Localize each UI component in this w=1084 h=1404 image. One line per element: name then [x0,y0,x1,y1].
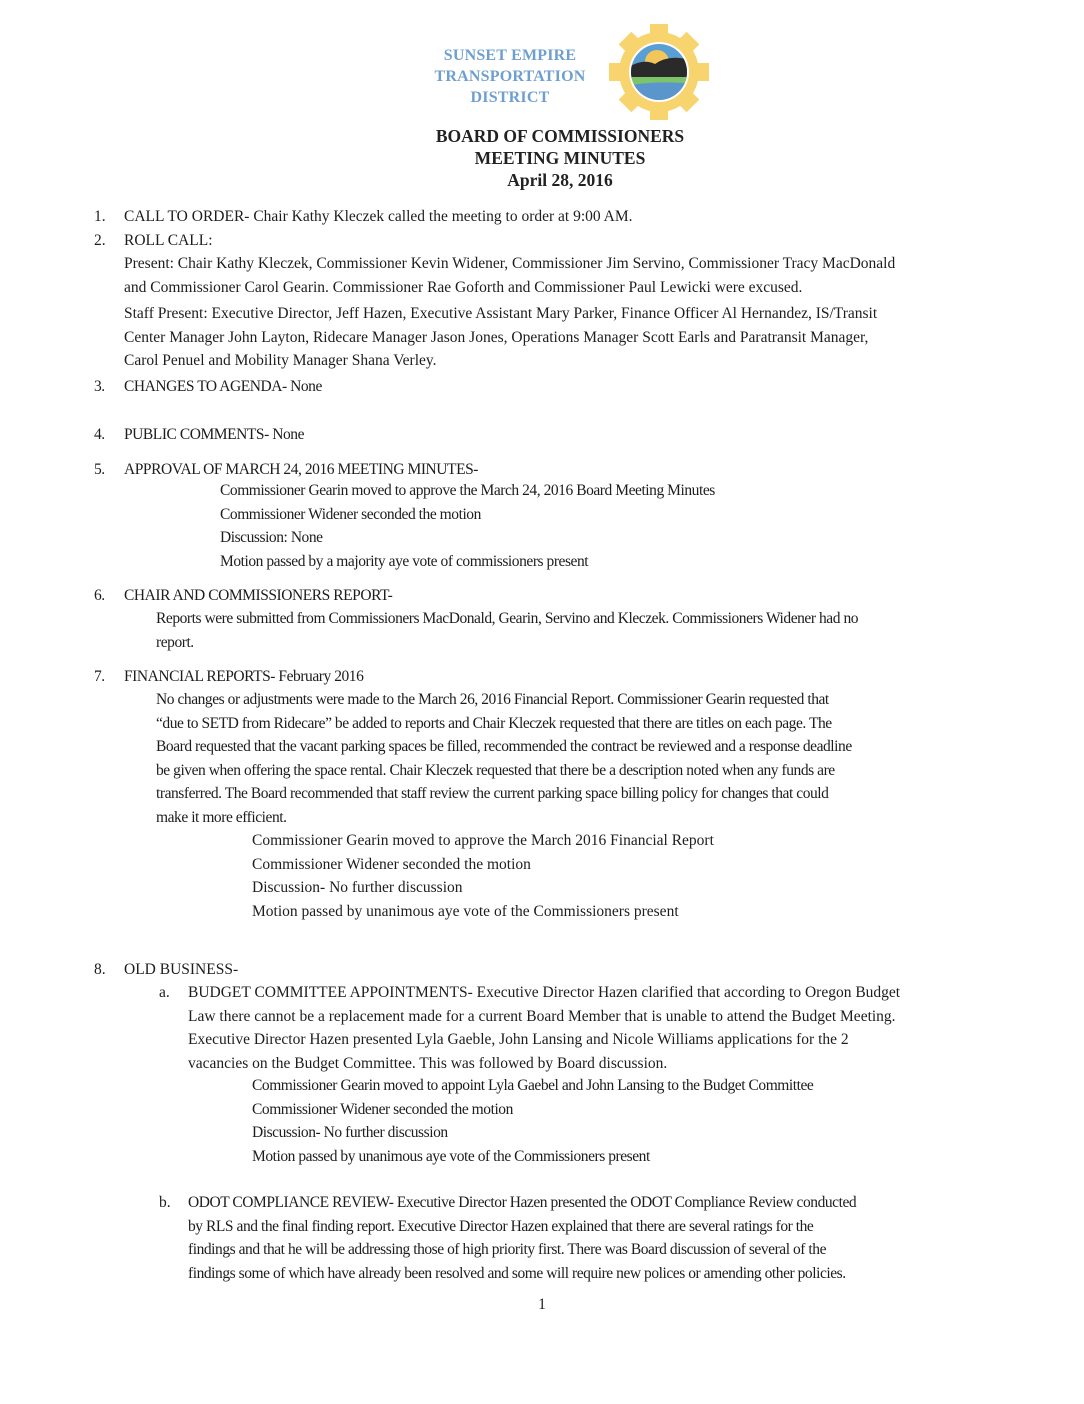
motion-line: Commissioner Gearin moved to approve the March 2016 Financial Report [252,832,714,849]
item-heading: APPROVAL OF MARCH 24, 2016 MEETING MINUTES- [124,461,478,478]
motion-line: Discussion- No further discussion [252,879,463,896]
text-line: BUDGET COMMITTEE APPOINTMENTS- Executive Director Hazen clarified that according to Oregon Budget [188,984,901,1001]
text-line: Staff Present: Executive Director, Jeff Hazen, Executive Assistant Mary Parker, Finance Officer Al Hernandez, IS/Transit [124,305,878,322]
text-line: Center Manager John Layton, Ridecare Manager Jason Jones, Operations Manager Scott Earls and Paratransit Manager, [124,328,869,346]
motion-line: Commissioner Gearin moved to approve the March 24, 2016 Board Meeting Minutes [220,482,715,499]
text-line: transferred. The Board recommended that staff review the current parking space billing policy for changes that could [156,785,829,802]
motion-line: Commissioner Gearin moved to appoint Lyla Gaebel and John Lansing to the Budget Committee [252,1077,814,1094]
motion-line: Motion passed by unanimous aye vote of the Commissioners present [252,1147,650,1165]
item-heading: ROLL CALL: [124,232,213,249]
meeting-date: April 28, 2016 [507,170,613,190]
financial-reports-body [156,688,852,829]
logo-line: TRANSPORTATION [434,68,586,85]
motion-line: Commissioner Widener seconded the motion [220,505,481,523]
item-number: 5. [94,461,105,478]
text-line: report. [156,633,194,651]
chair-report-body [156,607,858,654]
text-line: Reports were submitted from Commissioners MacDonald, Gearin, Servino and Kleczek. Commissioners Widener had no [156,610,859,627]
item-number: 4. [94,426,105,443]
item-number: 8. [94,961,106,978]
text-line: vacancies on the Budget Committee. This was followed by Board discussion. [188,1054,668,1072]
item-heading: OLD BUSINESS- [124,961,239,978]
motion-line: Motion passed by a majority aye vote of commissioners present [220,552,589,570]
roll-call-present [124,252,895,299]
text-line: be given when offering the space rental. Chair Kleczek requested that there be a description noted when any funds are [156,761,835,779]
text-line: Law there cannot be a replacement made for a current Board Member that is unable to attend the Budget Meeting. [188,1007,896,1025]
logo-line: SUNSET EMPIRE [443,47,577,64]
item-heading: FINANCIAL REPORTS- February 2016 [124,668,364,685]
motion-line: Motion passed by unanimous aye vote of the Commissioners present [252,902,679,920]
item-number: 1. [94,208,106,225]
odot-review-body [188,1191,856,1285]
item-number: 6. [94,587,105,604]
subitem-letter: b. [159,1194,171,1211]
text-line: and Commissioner Carol Gearin. Commissioner Rae Goforth and Commissioner Paul Lewicki were excused. [124,278,803,296]
motion-block [220,479,715,573]
text-line: Executive Director Hazen presented Lyla Gaeble, John Lansing and Nicole Williams applications for the 2 [188,1031,849,1048]
text-line: ODOT COMPLIANCE REVIEW- Executive Director Hazen presented the ODOT Compliance Review conducted [188,1194,857,1211]
motion-block [252,829,714,923]
logo-org-name [410,45,610,108]
gear-landscape-logo-icon [605,22,713,122]
text-line: findings and that he will be addressing those of high priority first. There was Board discussion of several of the [188,1241,827,1258]
document-title [0,125,1084,191]
motion-line: Discussion: None [220,529,323,546]
page-number: 1 [538,1296,546,1313]
item-text: CALL TO ORDER- Chair Kathy Kleczek called the meeting to order at 9:00 AM. [124,208,633,225]
item-heading: CHAIR AND COMMISSIONERS REPORT- [124,587,393,604]
logo-line: DISTRICT [470,89,550,106]
text-line: findings some of which have already been resolved and some will require new polices or amending other policies. [188,1264,846,1282]
subitem-letter: a. [159,984,170,1001]
motion-line: Commissioner Widener seconded the motion [252,1100,513,1118]
motion-block [252,1074,813,1168]
text-line: Carol Penuel and Mobility Manager Shana Verley. [124,352,437,369]
text-line: by RLS and the final finding report. Executive Director Hazen explained that there are several ratings for the [188,1217,814,1235]
text-line: Present: Chair Kathy Kleczek, Commissioner Kevin Widener, Commissioner Jim Servino, Commissioner Tracy MacDonald [124,255,896,272]
item-text: PUBLIC COMMENTS- None [124,426,305,443]
motion-line: Commissioner Widener seconded the motion [252,855,531,873]
roll-call-staff [124,302,877,373]
motion-line: Discussion- No further discussion [252,1124,448,1141]
item-text: CHANGES TO AGENDA- None [124,378,322,395]
title-line: MEETING MINUTES [474,148,646,168]
text-line: Board requested that the vacant parking spaces be filled, recommended the contract be reviewed and a response deadline [156,738,852,755]
item-number: 3. [94,378,105,395]
text-line: “due to SETD from Ridecare” be added to reports and Chair Kleczek requested that there are titles on each page. The [156,714,832,732]
text-line: make it more efficient. [156,808,287,826]
text-line: No changes or adjustments were made to the March 26, 2016 Financial Report. Commissioner Gearin requested that [156,691,829,708]
item-number: 7. [94,668,105,685]
item-number: 2. [94,232,106,249]
budget-committee-body [188,981,900,1075]
title-line: BOARD OF COMMISSIONERS [435,126,685,146]
